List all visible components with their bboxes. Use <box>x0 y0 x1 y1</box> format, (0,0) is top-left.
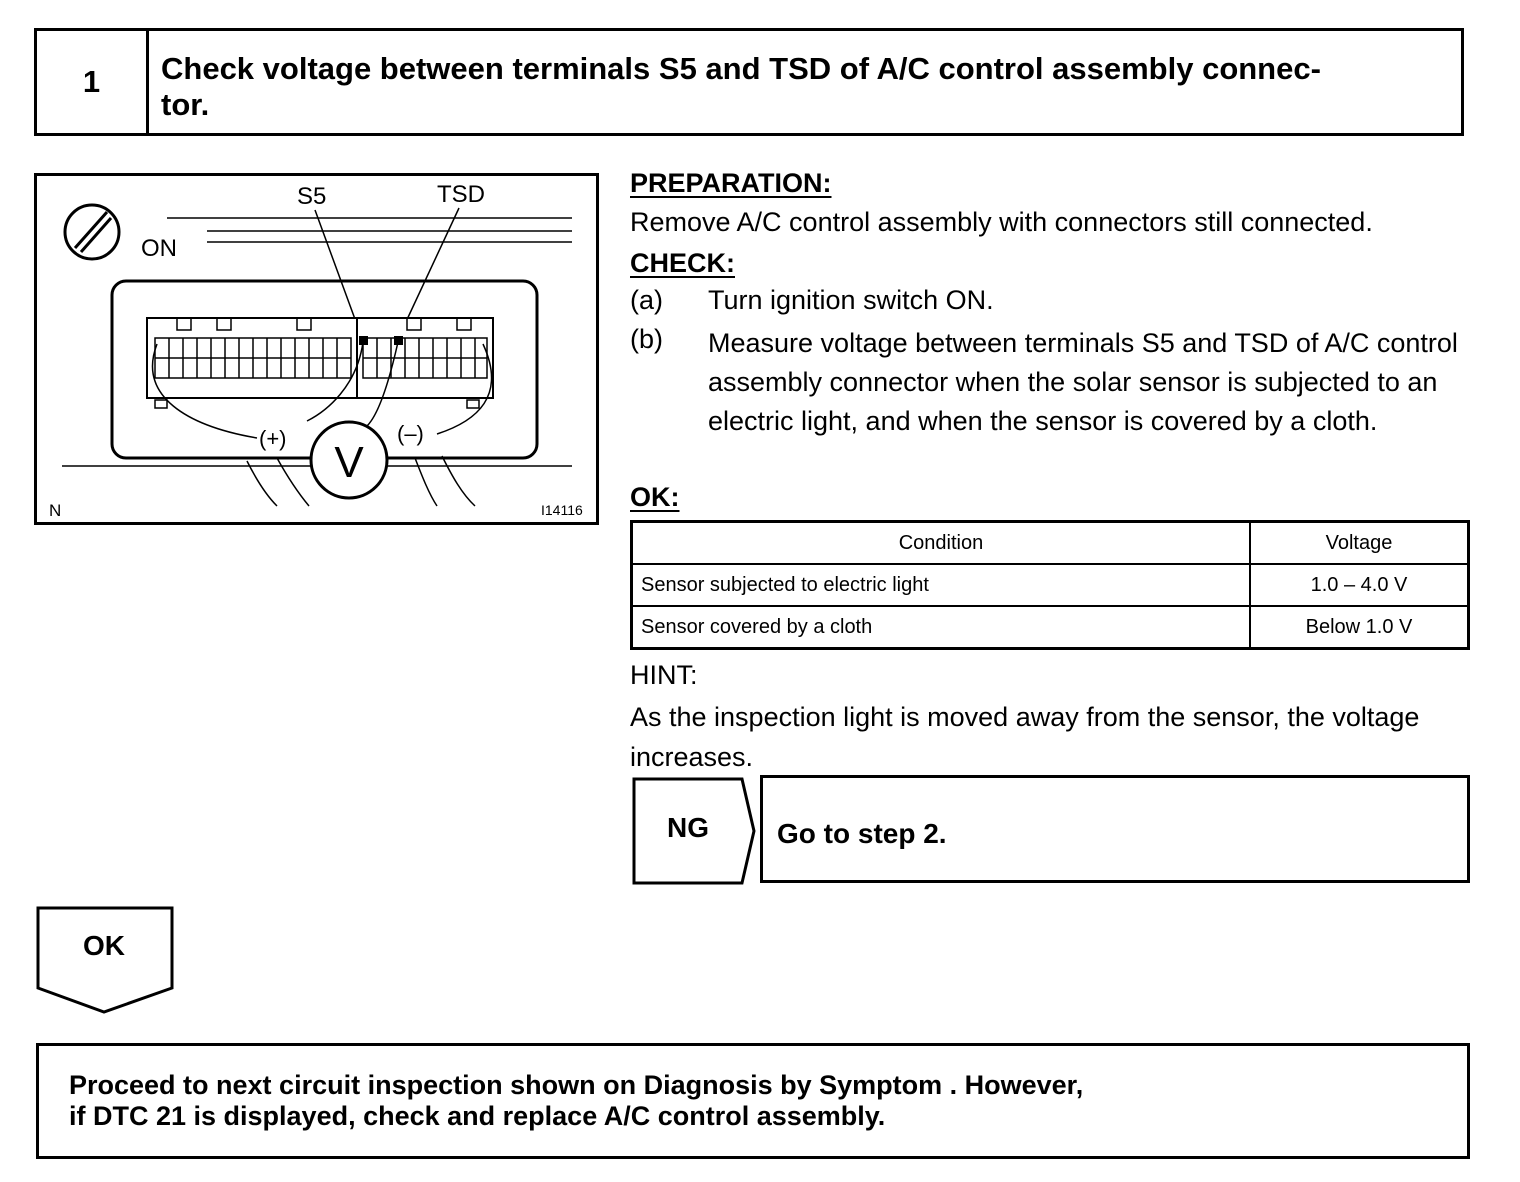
step-number: 1 <box>37 31 149 133</box>
ng-result-box <box>760 775 1470 883</box>
table-header-row <box>632 522 1469 565</box>
check-item-a-label: (a) <box>630 285 663 315</box>
preparation-text: Remove A/C control assembly with connectors still connected. <box>630 207 1373 237</box>
check-item-b-label: (b) <box>630 324 663 354</box>
figure-id-label: I14116 <box>541 502 583 518</box>
table-cell-condition: Sensor subjected to electric light <box>632 564 1251 606</box>
table-header-condition: Condition <box>632 522 1251 565</box>
minus-probe-label: (–) <box>397 421 424 446</box>
step-title-line1: Check voltage between terminals S5 and TSD of A/C control assembly connec- <box>161 51 1321 86</box>
ignition-on-label: ON <box>141 235 177 262</box>
figure-corner-label: N <box>49 501 62 520</box>
ng-label: NG <box>667 812 709 843</box>
connector-diagram <box>37 176 596 522</box>
terminal-tsd-label: TSD <box>437 181 485 208</box>
table-row <box>632 606 1469 649</box>
check-item-a-text: Turn ignition switch ON. <box>708 285 994 315</box>
table-cell-condition: Sensor covered by a cloth <box>632 606 1251 649</box>
ok-heading: OK: <box>630 482 680 512</box>
connector-figure <box>34 173 599 525</box>
ignition-switch-icon <box>65 205 119 259</box>
ng-result-text: Go to step 2. <box>777 818 947 849</box>
spec-table <box>630 520 1470 650</box>
final-instruction-box <box>36 1043 1470 1159</box>
voltmeter-icon <box>311 422 387 498</box>
table-cell-voltage: 1.0 – 4.0 V <box>1250 564 1469 606</box>
final-line1: Proceed to next circuit inspection shown on Diagnosis by Symptom . However, <box>69 1070 1084 1100</box>
plus-probe-label: (+) <box>259 426 287 451</box>
table-header-voltage: Voltage <box>1250 522 1469 565</box>
step-header <box>34 28 1464 136</box>
voltmeter-label: V <box>334 438 364 487</box>
terminal-s5-label: S5 <box>297 183 327 210</box>
hint-text: As the inspection light is moved away from the sensor, the voltage increases. <box>630 702 1420 772</box>
check-item-b-text: Measure voltage between terminals S5 and TSD of A/C control assembly connector when the solar sensor is subjected to an electric light, and when the sensor is covered by a cloth. <box>708 328 1458 436</box>
check-heading: CHECK: <box>630 248 735 278</box>
table-row <box>632 564 1469 606</box>
final-instruction-text <box>69 1070 1429 1132</box>
step-title-line2: tor. <box>161 87 210 122</box>
ok-label: OK <box>83 930 125 961</box>
step-title <box>161 51 1441 123</box>
hint-label: HINT: <box>630 660 698 690</box>
preparation-heading: PREPARATION: <box>630 168 832 198</box>
final-line2: if DTC 21 is displayed, check and replace A/C control assembly. <box>69 1101 886 1131</box>
table-cell-voltage: Below 1.0 V <box>1250 606 1469 649</box>
